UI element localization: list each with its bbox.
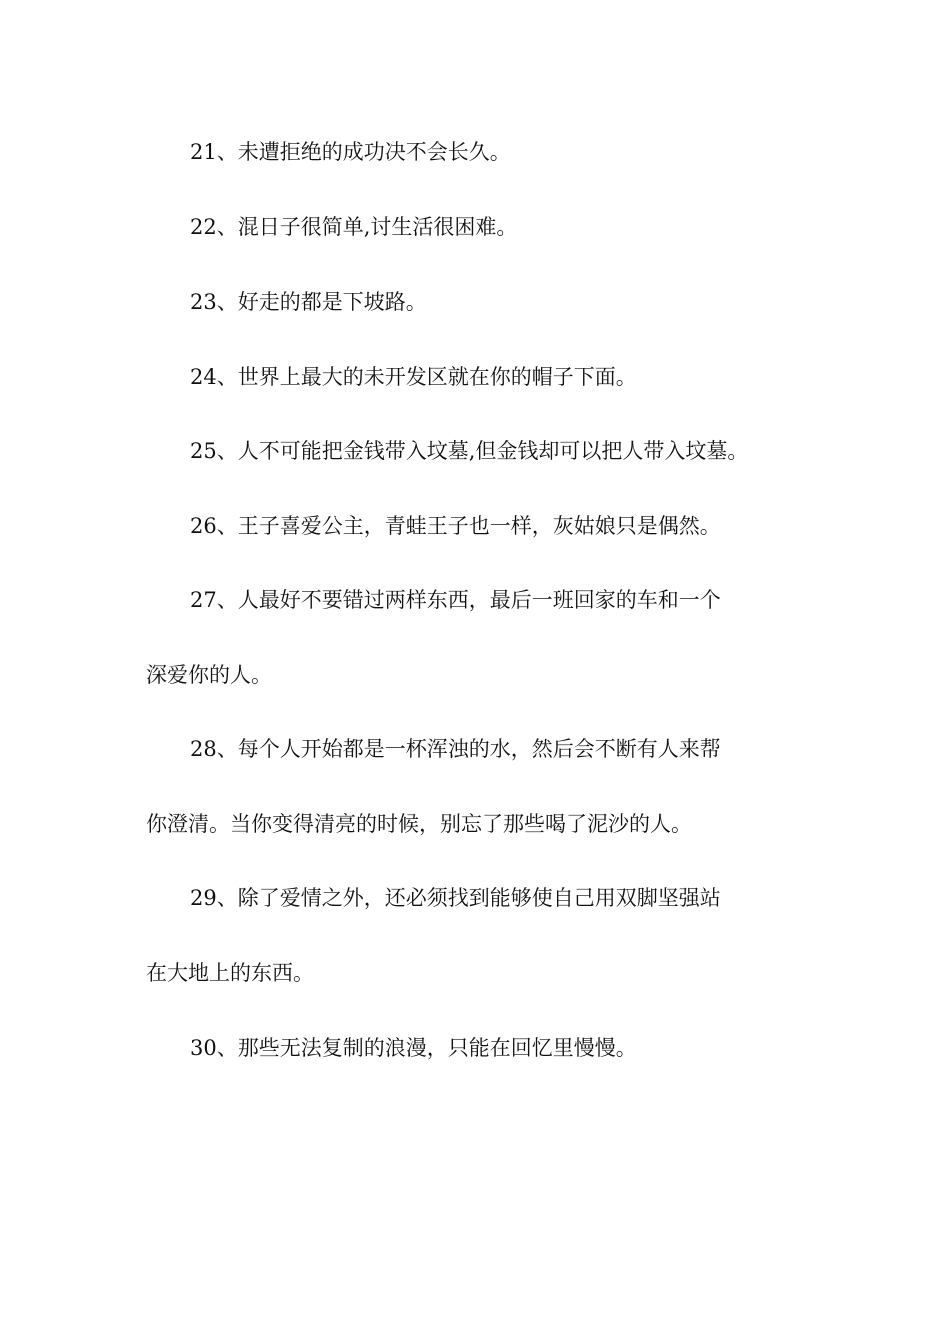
quote-22: 22、混日子很简单,讨生活很困难。 <box>190 215 518 239</box>
quote-29-line-2: 在大地上的东西。 <box>146 961 314 985</box>
quote-27-line-1: 27、人最好不要错过两样东西，最后一班回家的车和一个 <box>190 588 721 612</box>
quote-27-line-2: 深爱你的人。 <box>146 663 272 687</box>
quote-28-line-2: 你澄清。当你变得清亮的时候，别忘了那些喝了泥沙的人。 <box>146 812 692 836</box>
quote-26: 26、王子喜爱公主，青蛙王子也一样，灰姑娘只是偶然。 <box>190 514 721 538</box>
quote-23: 23、好走的都是下坡路。 <box>190 290 427 314</box>
quote-30: 30、那些无法复制的浪漫，只能在回忆里慢慢。 <box>190 1036 637 1060</box>
quote-21: 21、未遭拒绝的成功决不会长久。 <box>190 140 511 164</box>
quote-28-line-1: 28、每个人开始都是一杯浑浊的水，然后会不断有人来帮 <box>190 737 721 761</box>
quote-24: 24、世界上最大的未开发区就在你的帽子下面。 <box>190 365 637 389</box>
quote-25: 25、人不可能把金钱带入坟墓,但金钱却可以把人带入坟墓。 <box>190 439 749 463</box>
quote-29-line-1: 29、除了爱情之外，还必须找到能够使自己用双脚坚强站 <box>190 886 721 910</box>
